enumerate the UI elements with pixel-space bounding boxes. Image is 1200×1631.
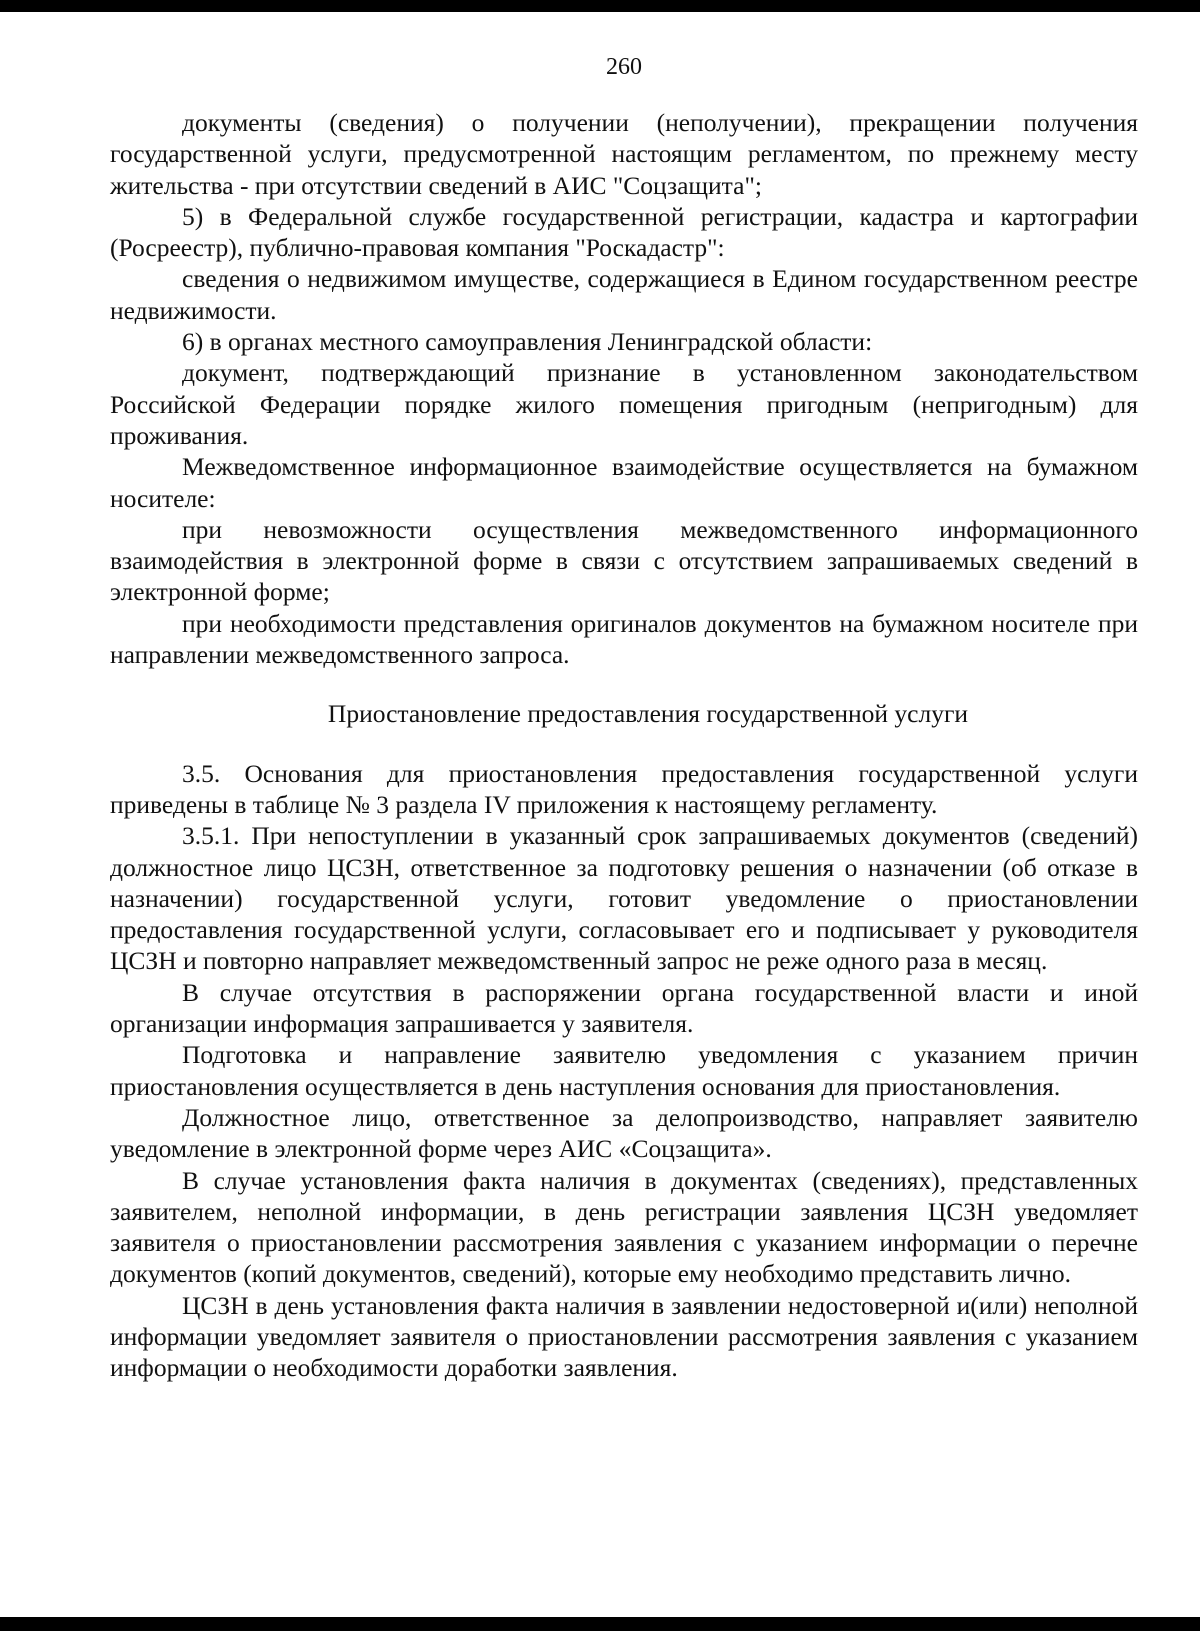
paragraph: Должностное лицо, ответственное за делопроизводство, направляет заявителю уведомление в электронной форме через АИС «Соцзащита». — [110, 1102, 1138, 1164]
paragraph: при необходимости представления оригиналов документов на бумажном носителе при направлении межведомственного запроса. — [110, 608, 1138, 670]
section-heading: Приостановление предоставления государственной услуги — [327, 699, 969, 729]
paragraph: 3.5.1. При непоступлении в указанный срок запрашиваемых документов (сведений) должностное лицо ЦСЗН, ответственное за подготовку решения о назначении (об отказе в назначении) государственной услуги, готовит уведомление о приостановлении предоставления государственной услуги, согласовывает его и подписывает у руководителя ЦСЗН и повторно направляет межведомственный запрос не реже одного раза в месяц. — [110, 821, 1138, 976]
paragraph: Межведомственное информационное взаимодействие осуществляется на бумажном носителе: — [110, 452, 1138, 513]
paragraph: В случае отсутствия в распоряжении органа государственной власти и иной организации информация запрашивается у заявителя. — [110, 977, 1138, 1039]
paragraph: сведения о недвижимом имуществе, содержащиеся в Едином государственном реестре недвижимости. — [110, 264, 1138, 325]
paragraph: 3.5. Основания для приостановления предоставления государственной услуги приведены в таблице № 3 раздела IV приложения к настоящему регламенту. — [110, 758, 1138, 819]
paragraph: Подготовка и направление заявителю уведомления с указанием причин приостановления осуществляется в день наступления основания для приостановления. — [110, 1040, 1138, 1101]
spacer — [110, 670, 1138, 698]
document-body — [110, 107, 1138, 1384]
scan-top-edge — [0, 0, 1200, 12]
paragraph: документы (сведения) о получении (неполучении), прекращении получения государственной услуги, предусмотренной настоящим регламентом, по прежнему месту жительства - при отсутствии сведений в АИС "Соцзащита"; — [110, 108, 1138, 200]
scan-bottom-edge — [0, 1617, 1200, 1631]
paragraph: при невозможности осуществления межведомственного информационного взаимодействия в электронной форме в связи с отсутствием запрашиваемых сведений в электронной форме; — [110, 514, 1138, 607]
paragraph: 5) в Федеральной службе государственной регистрации, кадастра и картографии (Росреестр), публично-правовая компания "Роскадастр": — [110, 201, 1138, 263]
spacer — [110, 730, 1138, 758]
paragraph: В случае установления факта наличия в документах (сведениях), представленных заявителем, неполной информации, в день регистрации заявления ЦСЗН уведомляет заявителя о приостановлении рассмотрения заявления с указанием информации о перечне документов (копий документов, сведений), которые ему необходимо представить лично. — [110, 1165, 1138, 1289]
paragraph: ЦСЗН в день установления факта наличия в заявлении недостоверной и(или) неполной информации уведомляет заявителя о приостановлении рассмотрения заявления с указанием информации о необходимости доработки заявления. — [110, 1290, 1138, 1383]
paragraph: 6) в органах местного самоуправления Ленинградской области: — [182, 327, 873, 357]
page-number: 260 — [606, 54, 642, 80]
paragraph: документ, подтверждающий признание в установленном законодательством Российской Федерации порядке жилого помещения пригодным (непригодным) для проживания. — [110, 358, 1138, 450]
